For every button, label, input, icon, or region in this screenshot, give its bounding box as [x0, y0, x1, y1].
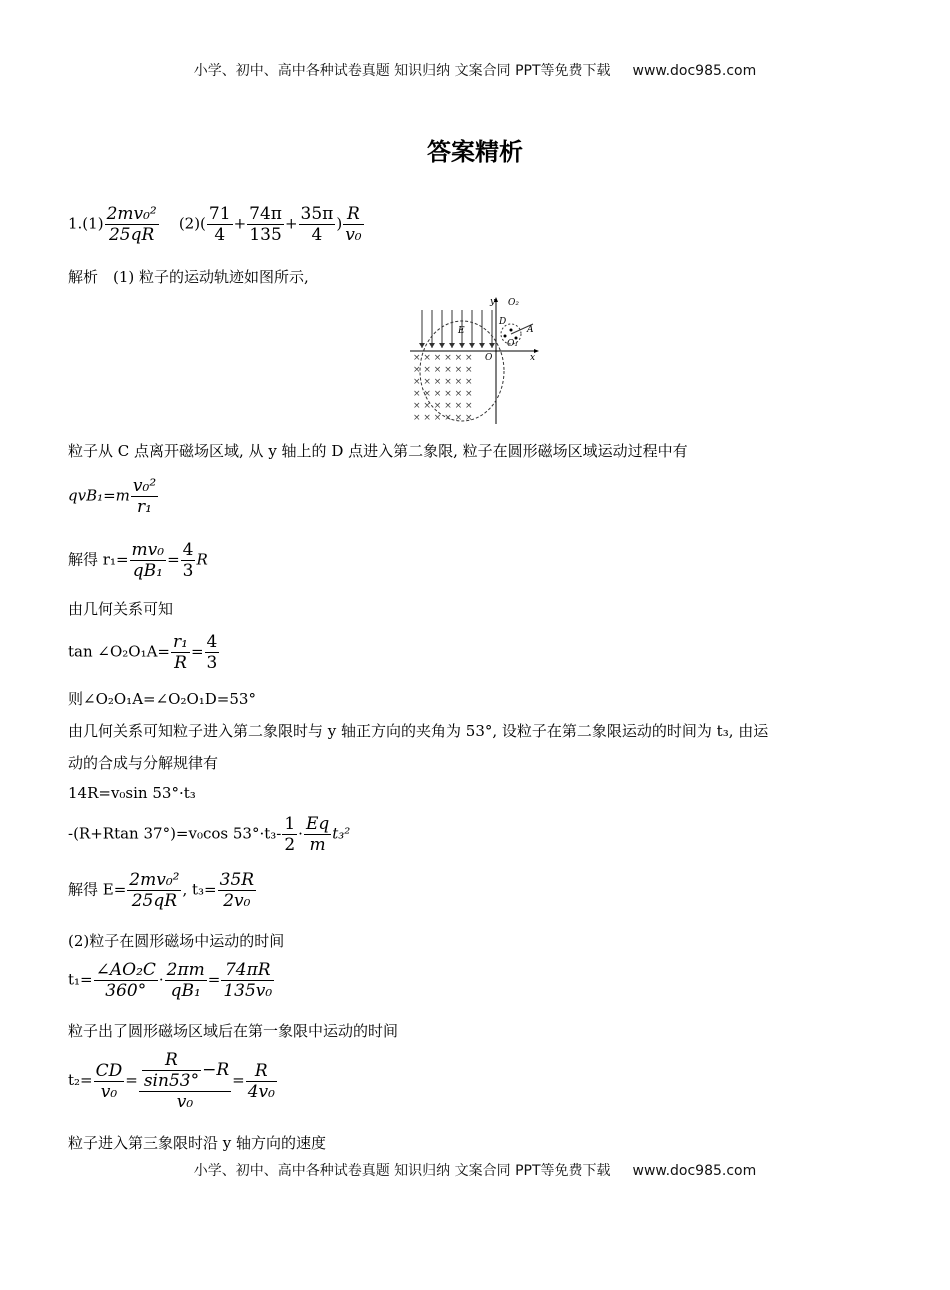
eq3-eq: = — [190, 642, 204, 661]
eq6-eq-num: Eq — [305, 814, 330, 834]
trajectory-figure — [408, 296, 543, 428]
footer-text: 小学、初中、高中各种试卷真题 知识归纳 文案合同 PPT等免费下载 — [193, 1163, 611, 1179]
answer1-numerator: 2mv₀² — [106, 204, 157, 224]
frac3-num: 35π — [300, 204, 334, 224]
eq2-den2: 3 — [182, 561, 194, 581]
label-d: D — [499, 317, 507, 327]
label-x: x — [530, 353, 536, 363]
arrow-heads — [419, 343, 495, 348]
analysis-line: 解析 (1) 粒子的运动轨迹如图所示, — [68, 268, 309, 286]
eq2-lhs: 解得 r₁= — [68, 550, 129, 569]
eq2-num: mv₀ — [131, 540, 165, 560]
eq9-d1: v₀ — [100, 1081, 118, 1102]
answer2-close: ) — [336, 214, 343, 233]
header-site-link[interactable]: www.doc985.com — [632, 63, 757, 79]
eq3-frac2 — [205, 632, 220, 673]
paragraph-2: 由几何关系可知 — [68, 600, 174, 618]
answer1-denominator: 25qR — [108, 225, 155, 245]
equation-4: 则∠O₂O₁A=∠O₂O₁D=53° — [68, 690, 256, 708]
eq8-n2: 2πm — [166, 960, 205, 980]
eq9-frac3 — [246, 1061, 277, 1102]
eq9-compound-num — [139, 1050, 231, 1092]
eq8-frac1 — [94, 960, 158, 1001]
eq9-outer-den: v₀ — [176, 1092, 194, 1112]
paragraph-3a: 由几何关系可知粒子进入第二象限时与 y 轴正方向的夹角为 53°, 设粒子在第二象限运动的时间为 t₃, 由运 — [68, 722, 769, 740]
equation-7 — [68, 870, 257, 911]
svg-text:× × × × × ×: × × × × × × — [413, 389, 473, 399]
page-footer — [0, 1160, 950, 1180]
eq8-eq: = — [207, 970, 221, 989]
eq8-n1: ∠AO₂C — [95, 960, 156, 980]
eq2-eq: = — [167, 550, 180, 569]
answer2-frac4 — [343, 204, 363, 245]
answer2-frac1 — [207, 204, 233, 245]
eq9-n1: CD — [95, 1060, 123, 1081]
eq7-lhs: 解得 E= — [68, 880, 127, 899]
eq1-den: r₁ — [137, 497, 152, 517]
equation-3 — [68, 632, 220, 673]
frac1-den: 4 — [214, 225, 226, 245]
eq6-lhs: -(R+Rtan 37°)=v₀cos 53°·t₃- — [68, 824, 282, 843]
frac4-den: v₀ — [345, 225, 362, 245]
frac4-num: R — [343, 204, 363, 225]
eq3-frac1 — [171, 632, 190, 673]
equation-8 — [68, 960, 275, 1001]
eq3-num: r₁ — [173, 632, 188, 652]
eq8-lhs: t₁= — [68, 970, 93, 989]
svg-text:× × × × × ×: × × × × × × — [413, 377, 473, 387]
svg-text:× × × × × ×: × × × × × × — [413, 353, 473, 363]
paragraph-6: 粒子进入第三象限时沿 y 轴方向的速度 — [68, 1134, 327, 1152]
label-y: y — [490, 297, 496, 307]
answer-number: 1.(1) — [68, 214, 104, 233]
eq8-n3: 74πR — [221, 960, 274, 981]
eq8-d3: 135v₀ — [223, 981, 273, 1001]
label-o: O — [485, 353, 493, 363]
frac2-den: 135 — [249, 225, 282, 245]
eq7-den2: 2v₀ — [223, 891, 251, 911]
svg-text:× × × × × ×: × × × × × × — [413, 401, 473, 411]
answer2-frac2 — [247, 204, 284, 245]
eq7-mid: , t₃= — [182, 880, 217, 899]
eq6-dot: · — [298, 824, 303, 843]
eq8-frac3 — [221, 960, 274, 1001]
eq9-eq: = — [125, 1071, 138, 1089]
answer1-fraction — [105, 204, 159, 245]
eq9-d3: 4v₀ — [247, 1081, 275, 1102]
eq3-lhs: tan ∠O₂O₁A= — [68, 642, 170, 661]
answer2-frac3 — [299, 204, 336, 245]
eq9-n3: R — [246, 1061, 277, 1082]
equation-5: 14R=v₀sin 53°·t₃ — [68, 784, 196, 802]
footer-site-link[interactable]: www.doc985.com — [632, 1163, 757, 1179]
frac3-den: 4 — [311, 225, 323, 245]
eq2-den: qB₁ — [132, 561, 163, 581]
equation-9 — [68, 1050, 278, 1112]
eq7-num: 2mv₀² — [129, 870, 180, 890]
eq9-eq2: = — [232, 1071, 245, 1089]
header-text: 小学、初中、高中各种试卷真题 知识归纳 文案合同 PPT等免费下载 — [193, 63, 611, 79]
eq1-fraction — [131, 476, 158, 517]
label-e: E — [458, 326, 465, 336]
eq9-minus: −R — [202, 1060, 230, 1080]
answer2-prefix: (2)( — [178, 214, 206, 233]
eq9-lhs: t₂= — [68, 1071, 93, 1089]
eq3-den2: 3 — [206, 653, 218, 673]
magnetic-field-crosses — [413, 353, 473, 423]
eq3-num2: 4 — [206, 632, 218, 652]
eq2-num2: 4 — [182, 540, 194, 560]
eq6-tail: t₃² — [332, 824, 351, 843]
eq1-num: v₀² — [132, 476, 157, 496]
eq8-d1: 360° — [105, 981, 147, 1001]
equation-6 — [68, 814, 350, 855]
label-o2: O₂ — [508, 298, 519, 308]
eq9-compound-fraction — [139, 1050, 231, 1112]
electric-field-arrows — [422, 310, 492, 348]
eq9-inner-num: R — [142, 1050, 201, 1071]
eq7-num2: 35R — [219, 870, 255, 890]
eq6-half-den: 2 — [284, 835, 296, 855]
eq1-lhs: qvB₁=m — [68, 486, 130, 505]
paragraph-1: 粒子从 C 点离开磁场区域, 从 y 轴上的 D 点进入第二象限, 粒子在圆形磁场区域运动过程中有 — [68, 442, 688, 460]
eq9-inner-den: sin53° — [143, 1071, 200, 1091]
svg-text:× × × × × ×: × × × × × × — [413, 413, 473, 423]
page-title: 答案精析 — [427, 138, 523, 166]
equation-1 — [68, 476, 159, 517]
eq6-half-num: 1 — [284, 814, 296, 834]
paragraph-4: (2)粒子在圆形磁场中运动的时间 — [68, 932, 285, 950]
eq2-tail: R — [196, 550, 208, 569]
eq6-eq-den: m — [309, 835, 326, 855]
eq2-frac1 — [130, 540, 167, 581]
eq3-den: R — [174, 653, 187, 673]
eq8-d2: qB₁ — [170, 981, 201, 1001]
label-a: A — [527, 325, 534, 335]
eq2-frac2 — [181, 540, 196, 581]
eq9-frac1 — [94, 1061, 125, 1102]
frac2-num: 74π — [249, 204, 282, 224]
equation-2 — [68, 540, 208, 581]
eq6-eqm — [304, 814, 331, 855]
eq9-inner-frac — [142, 1050, 201, 1091]
page-header — [0, 60, 950, 80]
paragraph-3b: 动的合成与分解规律有 — [68, 754, 219, 772]
eq8-frac2 — [165, 960, 207, 1001]
eq7-den: 25qR — [131, 891, 178, 911]
frac1-num: 71 — [208, 204, 231, 224]
eq7-frac2 — [218, 870, 256, 911]
eq6-half — [282, 814, 297, 855]
answer-line: 1.(1) $\frac{\text{2mv₀²}}{25qR}$ (2)( $\frac{71}{4}$ + $\frac{74\pi}{135}$ + $\frac{35\pi}{4}$ ) $\frac{R}{\text{v₀}}$ — [68, 204, 362, 245]
svg-text:× × × × × ×: × × × × × × — [413, 365, 473, 375]
eq8-dot: · — [158, 970, 164, 989]
eq7-frac1 — [127, 870, 181, 911]
paragraph-5: 粒子出了圆形磁场区域后在第一象限中运动的时间 — [68, 1022, 399, 1040]
label-o1: O₁ — [507, 339, 518, 349]
